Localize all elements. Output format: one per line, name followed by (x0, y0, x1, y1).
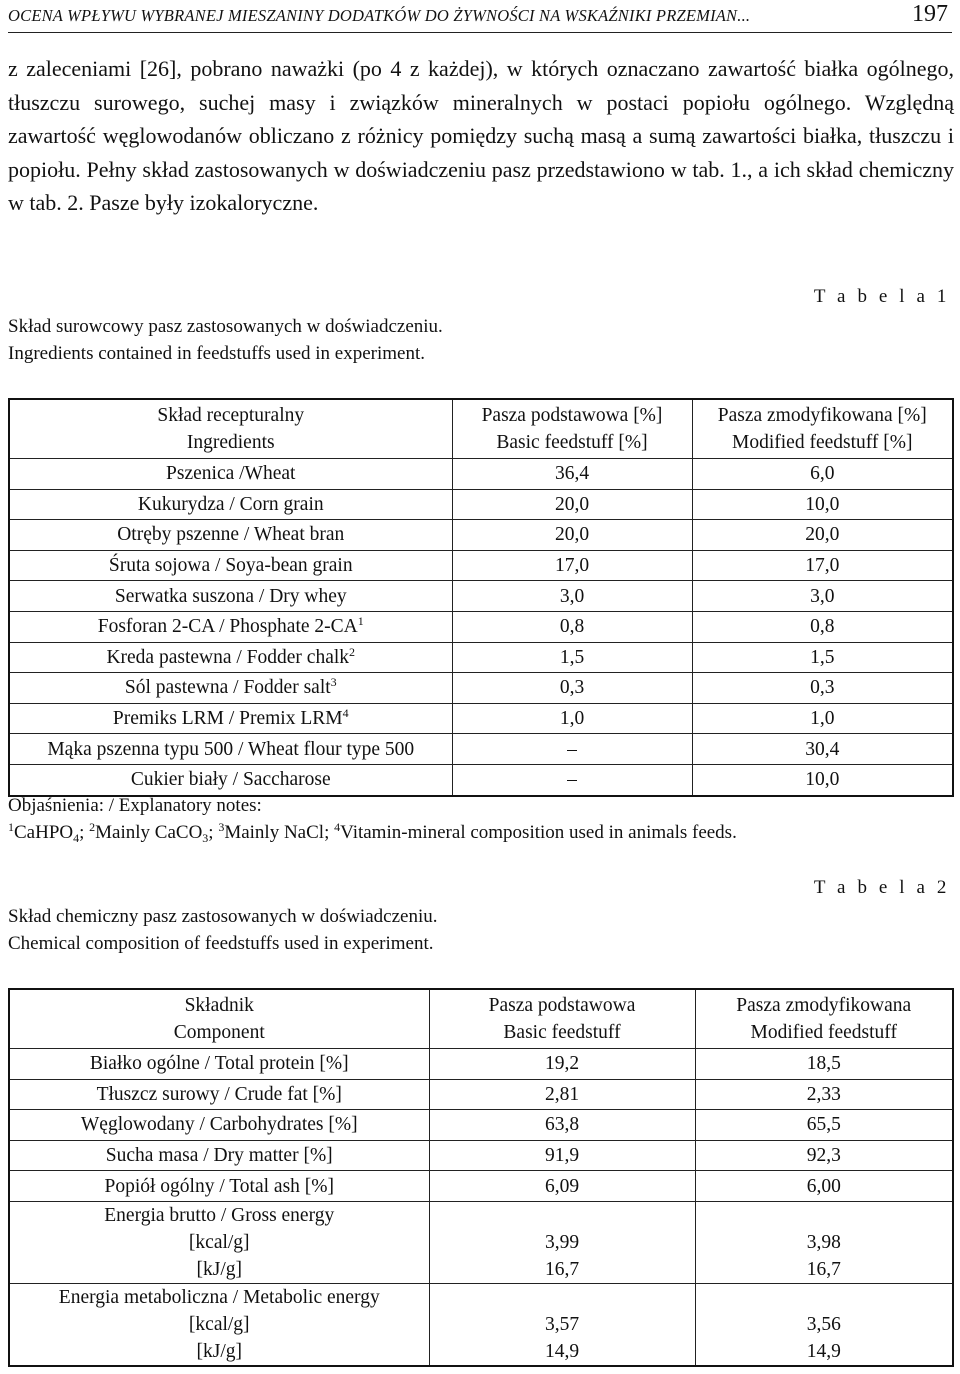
ingredient-name: Cukier biały / Saccharose (130, 769, 331, 791)
ingredient-cell (9, 489, 452, 520)
energy-row (9, 1283, 953, 1366)
table2-caption-pl: Skład chemiczny pasz zastosowanych w doświadczeniu. (8, 906, 438, 927)
kj-value: 16,7 (806, 1258, 841, 1280)
basic-value-cell: 2,81 (429, 1079, 695, 1110)
ingredient-name: Mąka pszenna typu 500 / Wheat flour type 500 (47, 738, 415, 760)
ingredient-name: Serwatka suszona / Dry whey (114, 585, 347, 607)
basic-value-cell (429, 1283, 695, 1366)
component-name: Energia metaboliczna / Metabolic energy (58, 1286, 380, 1308)
table-row (9, 1171, 953, 1202)
header-line: Pasza podstawowa (488, 995, 636, 1016)
spacer (434, 1202, 691, 1229)
ingredient-name: Premiks LRM / Premix LRM (112, 708, 343, 730)
header-line: Skład recepturalny (157, 405, 305, 426)
component-cell: Tłuszcz surowy / Crude fat [%] (9, 1079, 429, 1110)
notes-line (8, 819, 737, 846)
table-row (9, 1079, 953, 1110)
table-row (9, 642, 953, 673)
table-row (9, 764, 953, 795)
ingredient-name: Kukurydza / Corn grain (137, 493, 324, 515)
modified-value-cell: 3,0 (692, 581, 953, 612)
note-text: CaHPO (14, 822, 74, 843)
table2-caption-en: Chemical composition of feedstuffs used in experiment. (8, 933, 434, 954)
modified-value-cell: 65,5 (695, 1110, 953, 1141)
spacer (434, 1284, 691, 1311)
table1-notes (8, 792, 737, 846)
component-cell: Białko ogólne / Total protein [%] (9, 1049, 429, 1080)
basic-value-cell: 1,0 (452, 703, 692, 734)
table-row (9, 734, 953, 765)
table1-header-row (9, 399, 953, 459)
ingredient-cell (9, 520, 452, 551)
table2-header-modified (695, 989, 953, 1049)
header-line: Pasza zmodyfikowana [%] (717, 405, 927, 426)
basic-value-cell: 17,0 (452, 550, 692, 581)
body-paragraph: z zaleceniami [26], pobrano naważki (po 4 z każdej), w których oznaczano zawartość białka ogólnego, tłuszczu surowego, suchej masy i związków mineralnych w postaci popiołu ogólnego. Względną zawartość węglowodanów obliczano z różnicy pomiędzy suchą masą a sumą zawartości białka, tłuszczu i popiołu. Pełny skład zastosowanych w doświadczeniu pasz przedstawiono w tab. 1., a ich skład chemiczny w tab. 2. Pasze były izokaloryczne. (8, 56, 954, 216)
ingredient-cell (9, 581, 452, 612)
table-row (9, 1110, 953, 1141)
footnote-marker: 1 (357, 614, 364, 629)
table-row (9, 703, 953, 734)
basic-value-cell: 20,0 (452, 489, 692, 520)
table1 (8, 398, 954, 797)
component-cell (9, 1283, 429, 1366)
table1-header-modified (692, 399, 953, 459)
table2 (8, 988, 954, 1367)
note-marker: 2 (89, 820, 96, 834)
note-marker: 3 (218, 820, 225, 834)
ingredient-name: Otręby pszenne / Wheat bran (117, 524, 345, 546)
modified-value-cell: 10,0 (692, 489, 953, 520)
kj-value: 14,9 (806, 1340, 841, 1362)
table-row (9, 550, 953, 581)
table-row (9, 581, 953, 612)
header-line: Component (173, 1022, 265, 1043)
kj-value: 14,9 (544, 1340, 580, 1362)
kcal-value: 3,99 (544, 1231, 580, 1253)
note-marker: 4 (334, 820, 341, 834)
basic-value-cell: – (452, 764, 692, 795)
modified-value-cell: 6,0 (692, 459, 953, 490)
header-line: Modified feedstuff [%] (732, 432, 913, 453)
modified-value-cell: 2,33 (695, 1079, 953, 1110)
modified-value-cell: 20,0 (692, 520, 953, 551)
kcal-value: 3,57 (544, 1313, 580, 1335)
table1-caption (8, 313, 443, 367)
component-cell: Sucha masa / Dry matter [%] (9, 1140, 429, 1171)
table1-caption-en: Ingredients contained in feedstuffs used in experiment. (8, 343, 425, 364)
ingredient-cell (9, 703, 452, 734)
basic-value-cell: – (452, 734, 692, 765)
page-number: 197 (912, 1, 948, 27)
energy-row (9, 1201, 953, 1283)
header-line: Basic feedstuff (503, 1022, 621, 1043)
note-text: Mainly NaCl; (224, 822, 335, 843)
basic-value-cell: 0,3 (452, 673, 692, 704)
component-cell: Węglowodany / Carbohydrates [%] (9, 1110, 429, 1141)
footnote-marker: 4 (342, 706, 349, 721)
table1-caption-pl: Skład surowcowy pasz zastosowanych w doświadczeniu. (8, 316, 443, 337)
table2-header-component (9, 989, 429, 1049)
header-line: Basic feedstuff [%] (496, 432, 648, 453)
footnote-marker: 2 (349, 644, 356, 659)
table-row (9, 1140, 953, 1171)
ingredient-cell (9, 459, 452, 490)
modified-value-cell (695, 1283, 953, 1366)
kcal-value: 3,56 (806, 1313, 841, 1335)
modified-value-cell: 17,0 (692, 550, 953, 581)
ingredient-cell (9, 673, 452, 704)
modified-value-cell: 18,5 (695, 1049, 953, 1080)
table1-header-basic (452, 399, 692, 459)
modified-value-cell: 0,3 (692, 673, 953, 704)
header-line: Pasza podstawowa [%] (481, 405, 663, 426)
basic-value-cell: 63,8 (429, 1110, 695, 1141)
spacer (700, 1284, 949, 1311)
modified-value-cell: 1,0 (692, 703, 953, 734)
ingredient-name: Kreda pastewna / Fodder chalk (106, 646, 350, 668)
ingredient-name: Śruta sojowa / Soya-bean grain (108, 555, 353, 577)
note-marker: 1 (8, 820, 14, 834)
table-row (9, 459, 953, 490)
ingredient-cell (9, 642, 452, 673)
note-text: Mainly CaCO (95, 822, 203, 843)
note-text: ; (79, 822, 90, 843)
component-cell (9, 1201, 429, 1283)
ingredient-cell (9, 611, 452, 642)
note-text: ; (208, 822, 219, 843)
header-line: Składnik (184, 995, 254, 1016)
spacer (700, 1202, 949, 1229)
running-header (8, 0, 952, 33)
kj-value: 16,7 (544, 1258, 580, 1280)
modified-value-cell: 6,00 (695, 1171, 953, 1202)
modified-value-cell: 1,5 (692, 642, 953, 673)
ingredient-name: Pszenica /Wheat (166, 463, 296, 485)
basic-value-cell: 1,5 (452, 642, 692, 673)
ingredient-name: Sól pastewna / Fodder salt (124, 677, 331, 699)
unit-label: [kcal/g] (188, 1313, 250, 1335)
note-subscript: 4 (73, 831, 80, 845)
modified-value-cell: 30,4 (692, 734, 953, 765)
table2-header-basic (429, 989, 695, 1049)
table-row (9, 611, 953, 642)
table-row (9, 520, 953, 551)
table2-caption (8, 903, 437, 957)
ingredient-cell (9, 764, 452, 795)
basic-value-cell (429, 1201, 695, 1283)
kcal-value: 3,98 (806, 1231, 841, 1253)
ingredient-cell (9, 734, 452, 765)
notes-title: Objaśnienia: / Explanatory notes: (8, 795, 262, 816)
header-line: Pasza zmodyfikowana (736, 995, 912, 1016)
table-row (9, 673, 953, 704)
unit-label: [kJ/g] (196, 1340, 242, 1362)
modified-value-cell: 10,0 (692, 764, 953, 795)
modified-value-cell: 0,8 (692, 611, 953, 642)
basic-value-cell: 91,9 (429, 1140, 695, 1171)
note-text: Vitamin-mineral composition used in animals feeds. (340, 822, 737, 843)
header-line: Modified feedstuff (750, 1022, 897, 1043)
unit-label: [kJ/g] (196, 1258, 242, 1280)
running-header-title: OCENA WPŁYWU WYBRANEJ MIESZANINY DODATKÓW DO ŻYWNOŚCI NA WSKAŹNIKI PRZEMIAN... (8, 6, 751, 25)
unit-label: [kcal/g] (188, 1231, 250, 1253)
table2-header-row (9, 989, 953, 1049)
ingredient-cell (9, 550, 452, 581)
basic-value-cell: 19,2 (429, 1049, 695, 1080)
header-line: Ingredients (186, 432, 275, 453)
ingredient-name: Fosforan 2-CA / Phosphate 2-CA (97, 616, 358, 638)
basic-value-cell: 0,8 (452, 611, 692, 642)
note-subscript: 3 (202, 831, 209, 845)
basic-value-cell: 3,0 (452, 581, 692, 612)
table-row (9, 489, 953, 520)
footnote-marker: 3 (330, 675, 337, 690)
modified-value-cell: 92,3 (695, 1140, 953, 1171)
table2-label: T a b e l a 2 (813, 877, 950, 898)
modified-value-cell (695, 1201, 953, 1283)
table1-header-ingredients (9, 399, 452, 459)
component-cell: Popiół ogólny / Total ash [%] (9, 1171, 429, 1202)
component-name: Energia brutto / Gross energy (104, 1204, 335, 1226)
basic-value-cell: 6,09 (429, 1171, 695, 1202)
table-row (9, 1049, 953, 1080)
basic-value-cell: 36,4 (452, 459, 692, 490)
basic-value-cell: 20,0 (452, 520, 692, 551)
table1-label: T a b e l a 1 (813, 286, 950, 307)
